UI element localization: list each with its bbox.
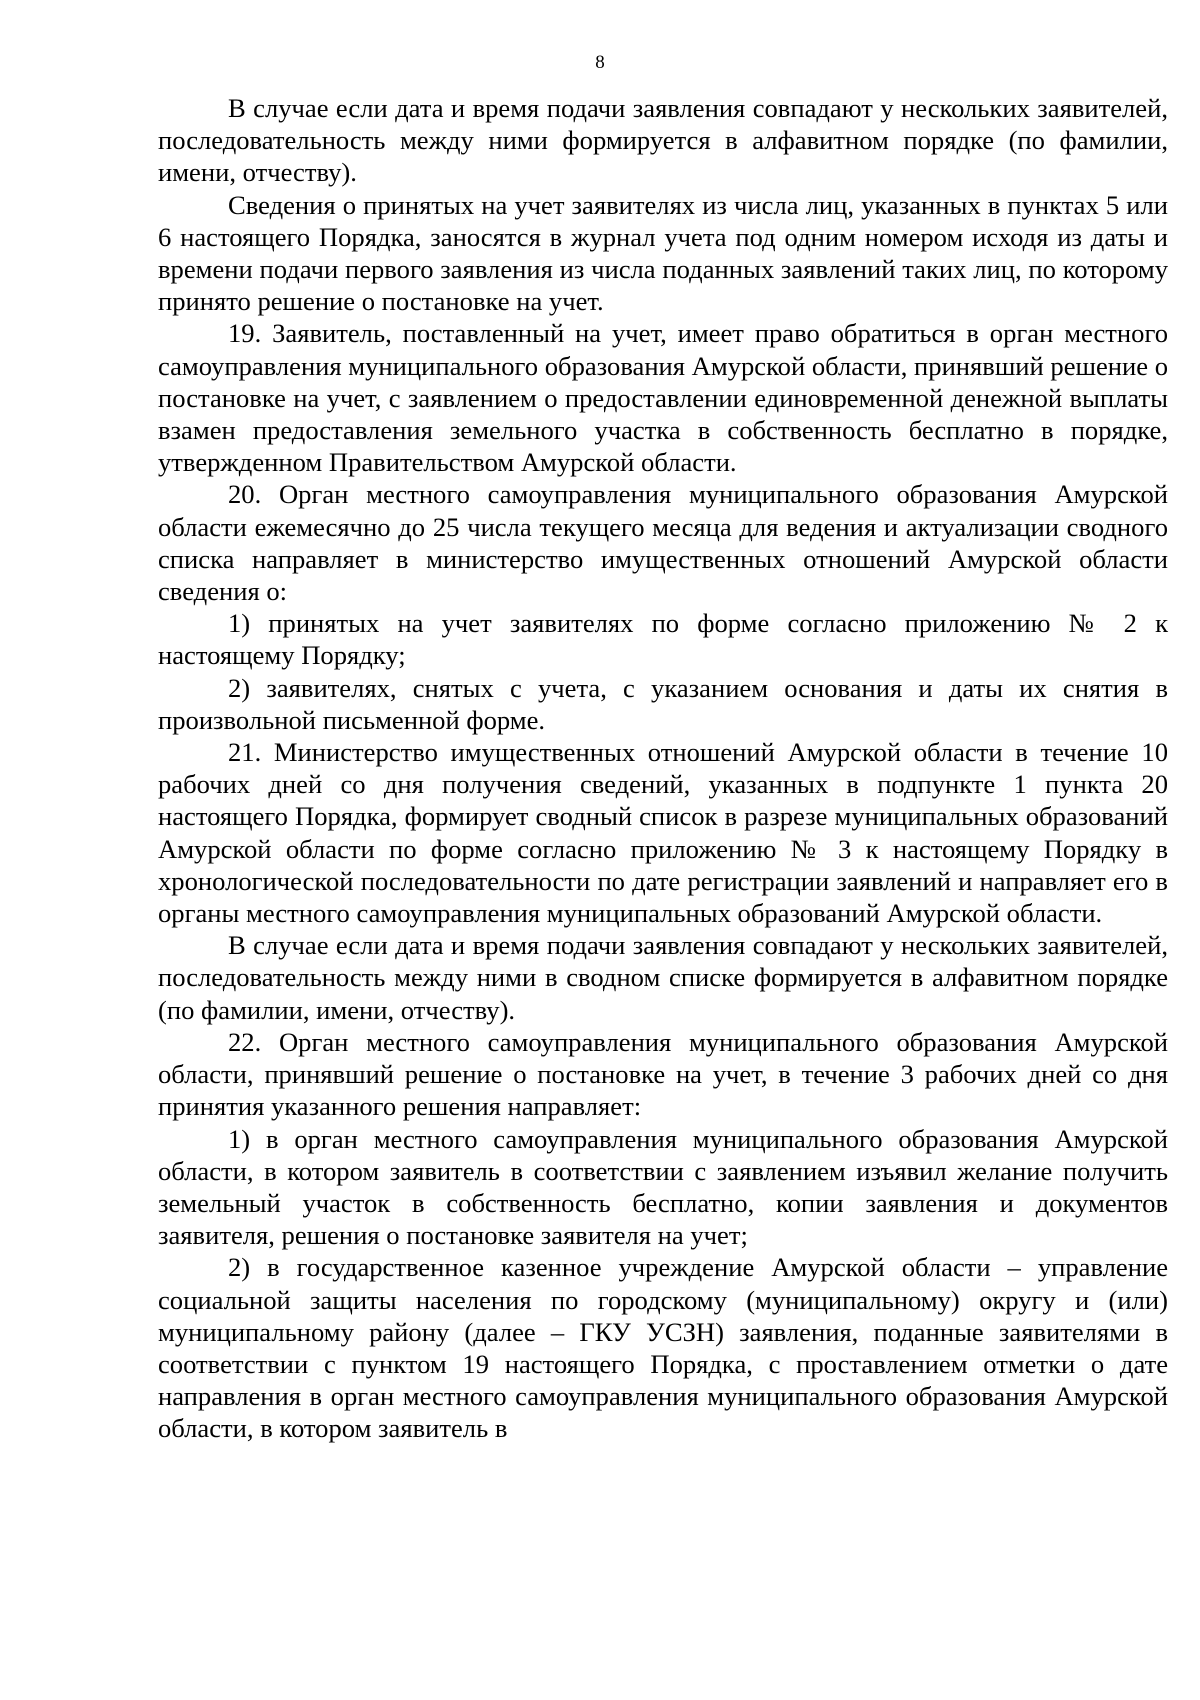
paragraph-item-22-sub-2: 2) в государственное казенное учреждение Амурской области – управление социальной защиты населения по городскому (муниципальному) округу и (или) муниципальному району (далее – ГКУ УСЗН) заявления, поданные заявителями в соответствии с пунктом 19 настоящего Порядка, с проставлением отметки о дате направления в орган местного самоуправления муниципального образования Амурской области, в котором заявитель в	[158, 1252, 1168, 1444]
paragraph-item-20-sub-2: 2) заявителях, снятых с учета, с указанием основания и даты их снятия в произвольной письменной форме.	[158, 672, 1168, 735]
paragraph-journal-record: Сведения о принятых на учет заявителях из числа лиц, указанных в пунктах 5 или 6 настоящего Порядка, заносятся в журнал учета под одним номером исходя из даты и времени подачи первого заявления из числа поданных заявлений таких лиц, по которому принято решение о постановке на учет.	[158, 189, 1168, 317]
paragraph-item-22-sub-1: 1) в орган местного самоуправления муниципального образования Амурской области, в котором заявитель в соответствии с заявлением изъявил желание получить земельный участок в собственность бесплатно, копии заявления и документов заявителя, решения о постановке заявителя на учет;	[158, 1123, 1168, 1251]
paragraph-item-20: 20. Орган местного самоуправления муниципального образования Амурской области ежемесячно до 25 числа текущего месяца для ведения и актуализации сводного списка направляет в министерство имущественных отношений Амурской области сведения о:	[158, 479, 1168, 607]
paragraph-same-date-order: В случае если дата и время подачи заявления совпадают у нескольких заявителей, последовательность между ними формируется в алфавитном порядке (по фамилии, имени, отчеству).	[158, 93, 1168, 188]
page-number: 8	[595, 52, 605, 73]
paragraph-item-22: 22. Орган местного самоуправления муниципального образования Амурской области, принявший решение о постановке на учет, в течение 3 рабочих дней со дня принятия указанного решения направляет:	[158, 1026, 1168, 1122]
document-body	[158, 92, 1168, 1445]
paragraph-item-20-sub-1: 1) принятых на учет заявителях по форме согласно приложению № 2 к настоящему Порядку;	[158, 608, 1168, 671]
paragraph-item-21: 21. Министерство имущественных отношений Амурской области в течение 10 рабочих дней со дня получения сведений, указанных в подпункте 1 пункта 20 настоящего Порядка, формирует сводный список в разрезе муниципальных образований Амурской области по форме согласно приложению № 3 к настоящему Порядку в хронологической последовательности по дате регистрации заявлений и направляет его в органы местного самоуправления муниципальных образований Амурской области.	[158, 737, 1168, 929]
paragraph-summary-list-order: В случае если дата и время подачи заявления совпадают у нескольких заявителей, последовательность между ними в сводном списке формируется в алфавитном порядке (по фамилии, имени, отчеству).	[158, 930, 1168, 1025]
paragraph-item-19: 19. Заявитель, поставленный на учет, имеет право обратиться в орган местного самоуправления муниципального образования Амурской области, принявший решение о постановке на учет, с заявлением о предоставлении единовременной денежной выплаты взамен предоставления земельного участка в собственность бесплатно в порядке, утвержденном Правительством Амурской области.	[158, 318, 1169, 478]
